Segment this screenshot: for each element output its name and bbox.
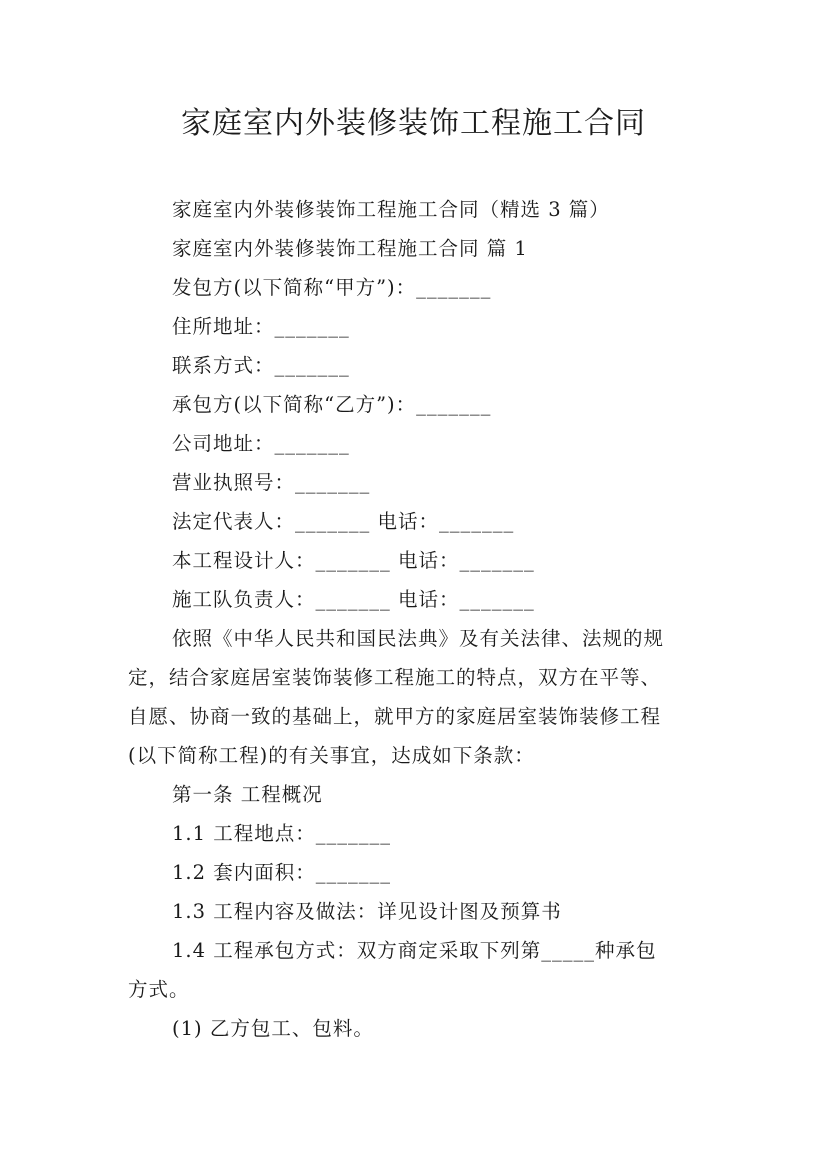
clause-1-4-line-2: 方式。 [128,978,190,1001]
clause-1-4-line-1: 1.4 工程承包方式：双方商定采取下列第_____种承包 [172,939,657,962]
legal-representative-line: 法定代表人：_______ 电话：_______ [172,510,515,533]
subtitle-line: 家庭室内外装修装饰工程施工合同（精选 3 篇） [172,198,610,221]
preamble-line-3: 自愿、协商一致的基础上，就甲方的家庭居室装饰装修工程 [128,705,662,728]
clause-1-2: 1.2 套内面积：_______ [172,861,391,884]
party-a-line: 发包方(以下简称“甲方”)：_______ [172,276,492,299]
designer-line: 本工程设计人：_______ 电话：_______ [172,549,535,572]
preamble-line-1: 依照《中华人民共和国民法典》及有关法律、法规的规 [172,627,665,650]
party-b-address-line: 公司地址：_______ [172,432,350,455]
party-a-contact-line: 联系方式：_______ [172,354,350,377]
team-leader-line: 施工队负责人：_______ 电话：_______ [172,588,535,611]
preamble-line-2: 定，结合家庭居室装饰装修工程施工的特点，双方在平等、 [128,666,662,689]
clause-1-3: 1.3 工程内容及做法：详见设计图及预算书 [172,900,562,923]
party-a-address-line: 住所地址：_______ [172,315,350,338]
clause-1-1: 1.1 工程地点：_______ [172,822,391,845]
business-license-line: 营业执照号：_______ [172,471,371,494]
document-title: 家庭室内外装修装饰工程施工合同 [181,106,646,141]
article-one-heading: 第一条 工程概况 [172,783,323,806]
preamble-line-4: (以下简称工程)的有关事宜，达成如下条款： [128,744,535,767]
party-b-line: 承包方(以下简称“乙方”)：_______ [172,393,492,416]
option-1-line: (1) 乙方包工、包料。 [172,1017,374,1040]
section-heading-line: 家庭室内外装修装饰工程施工合同 篇 1 [172,237,528,260]
